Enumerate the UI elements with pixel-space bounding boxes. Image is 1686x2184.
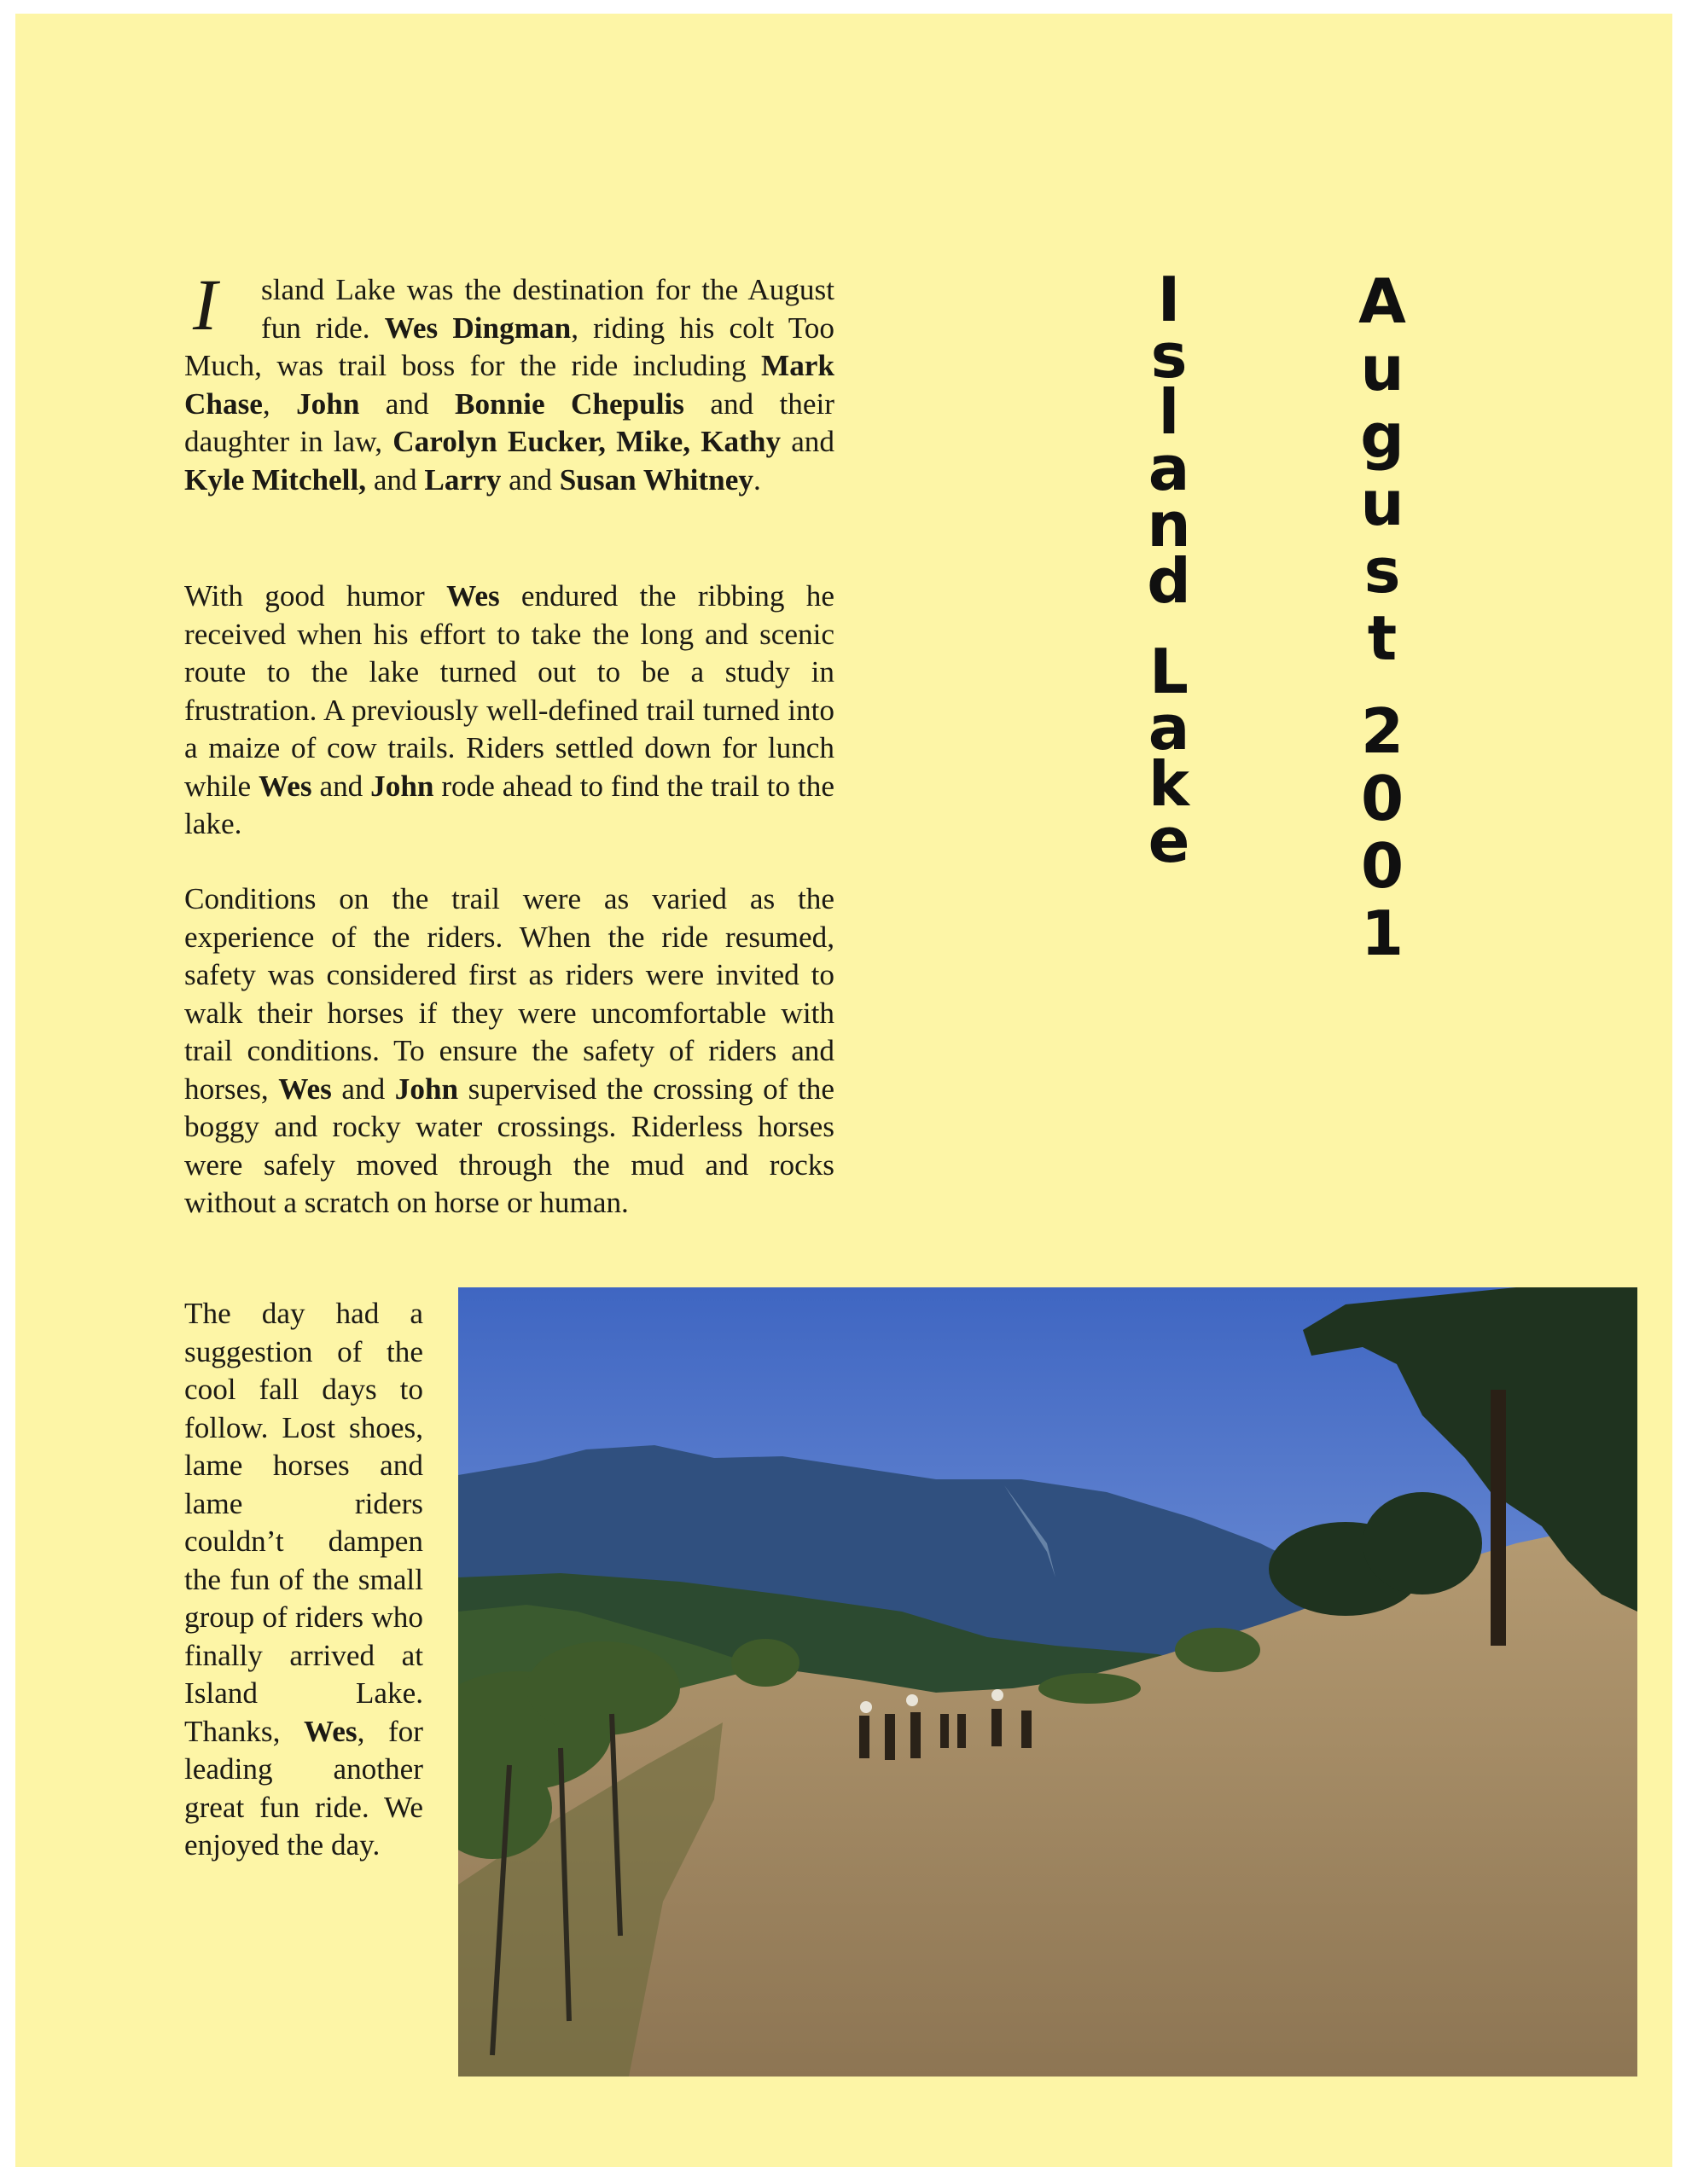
title-letter: k (1148, 748, 1189, 820)
text-run: With good humor (184, 579, 447, 613)
text-run: and (331, 1072, 395, 1106)
newsletter-page (15, 14, 1672, 2167)
text-run: rode ahead to find the trail to the lake. (184, 769, 834, 840)
title-letter: t (1367, 602, 1398, 674)
name-emphasis: Susan Whitney (559, 462, 753, 497)
text-run: and (781, 425, 834, 458)
title-letter: s (1150, 320, 1188, 392)
title-letter: 0 (1360, 763, 1404, 834)
text-run: supervised the crossing of the boggy and rocky water crossings. Riderless horses were safely moved through the mud and rocks without a scratch on horse or human. (184, 1072, 834, 1219)
title-letter: 0 (1360, 830, 1404, 902)
title-letter: L (1149, 636, 1189, 707)
title-letter: a (1148, 433, 1190, 504)
name-emphasis: John (394, 1072, 459, 1106)
name-emphasis: John (296, 386, 360, 421)
mountain-landscape-image (458, 1287, 1637, 2077)
title-letter: d (1147, 545, 1191, 617)
name-emphasis: John (370, 769, 434, 803)
text-run: The day had a suggestion of the cool fall days to follow. Lost shoes, lame horses and lame riders couldn’t dampen the fun of the small group of riders who finally arrived at Island Lake. Thanks, (184, 1297, 423, 1748)
name-emphasis: Larry (424, 462, 502, 497)
title-letter: l (1158, 376, 1180, 448)
text-run: and (359, 386, 455, 421)
paragraph-conditions (184, 880, 834, 1223)
name-emphasis: Kyle Mitchell, (184, 462, 367, 497)
vertical-title-island-lake (1113, 264, 1224, 876)
title-letter (1327, 672, 1438, 698)
paragraph-intro-text (184, 264, 835, 497)
text-run: and their daughter in law, (184, 386, 835, 458)
text-run: , for leading another great fun ride. We enjoyed the day. (184, 1714, 423, 1862)
trail-ride-photo (458, 1287, 1637, 2077)
title-letter: u (1360, 333, 1404, 404)
vertical-title-august-2001 (1327, 265, 1438, 969)
name-emphasis: Mark Chase (184, 349, 834, 421)
drop-cap: I (193, 264, 218, 346)
title-letter: n (1147, 489, 1191, 561)
title-letter: u (1360, 468, 1404, 539)
text-run: Conditions on the trail were as varied as the experience of the riders. When the ride resumed, safety was considered first as riders were invited to walk their horses if they were uncomfortable with trail conditions. To ensure the safety of riders and horses, (184, 882, 834, 1106)
name-emphasis: Wes Dingman (384, 311, 572, 345)
name-emphasis: Bonnie Chepulis (454, 386, 684, 421)
title-letter: g (1360, 400, 1404, 472)
title-letter: a (1148, 692, 1190, 764)
text-run: sland Lake was the destination for the August fun ride. (261, 273, 834, 345)
text-run: and (501, 462, 560, 497)
text-run: and (311, 769, 371, 803)
text-run: , (262, 386, 297, 421)
name-emphasis: Wes (259, 769, 312, 803)
name-emphasis: Carolyn Eucker, Mike, Kathy (392, 425, 782, 458)
name-emphasis: Wes (278, 1072, 332, 1106)
text-run: , riding his colt Too Much, was trail boss for the ride including (184, 311, 834, 382)
paragraph-intro (184, 264, 835, 499)
paragraph-humor (184, 578, 834, 844)
title-letter: e (1148, 804, 1190, 876)
name-emphasis: Wes (304, 1714, 358, 1748)
text-run: . (753, 462, 761, 497)
title-letter: 2 (1360, 695, 1404, 767)
text-run: endured the ribbing he received when his effort to take the long and scenic route to the lake turned out to be a study in frustration. A previously well-defined trail turned into a maize of cow trails. Riders settled down for lunch while (184, 579, 834, 803)
title-letter: s (1363, 535, 1401, 607)
title-letter: A (1358, 265, 1406, 337)
name-emphasis: Wes (446, 579, 500, 613)
title-letter: 1 (1360, 897, 1404, 969)
title-letter: I (1157, 264, 1181, 335)
text-run: and (366, 462, 425, 497)
paragraph-closing (184, 1295, 423, 1865)
